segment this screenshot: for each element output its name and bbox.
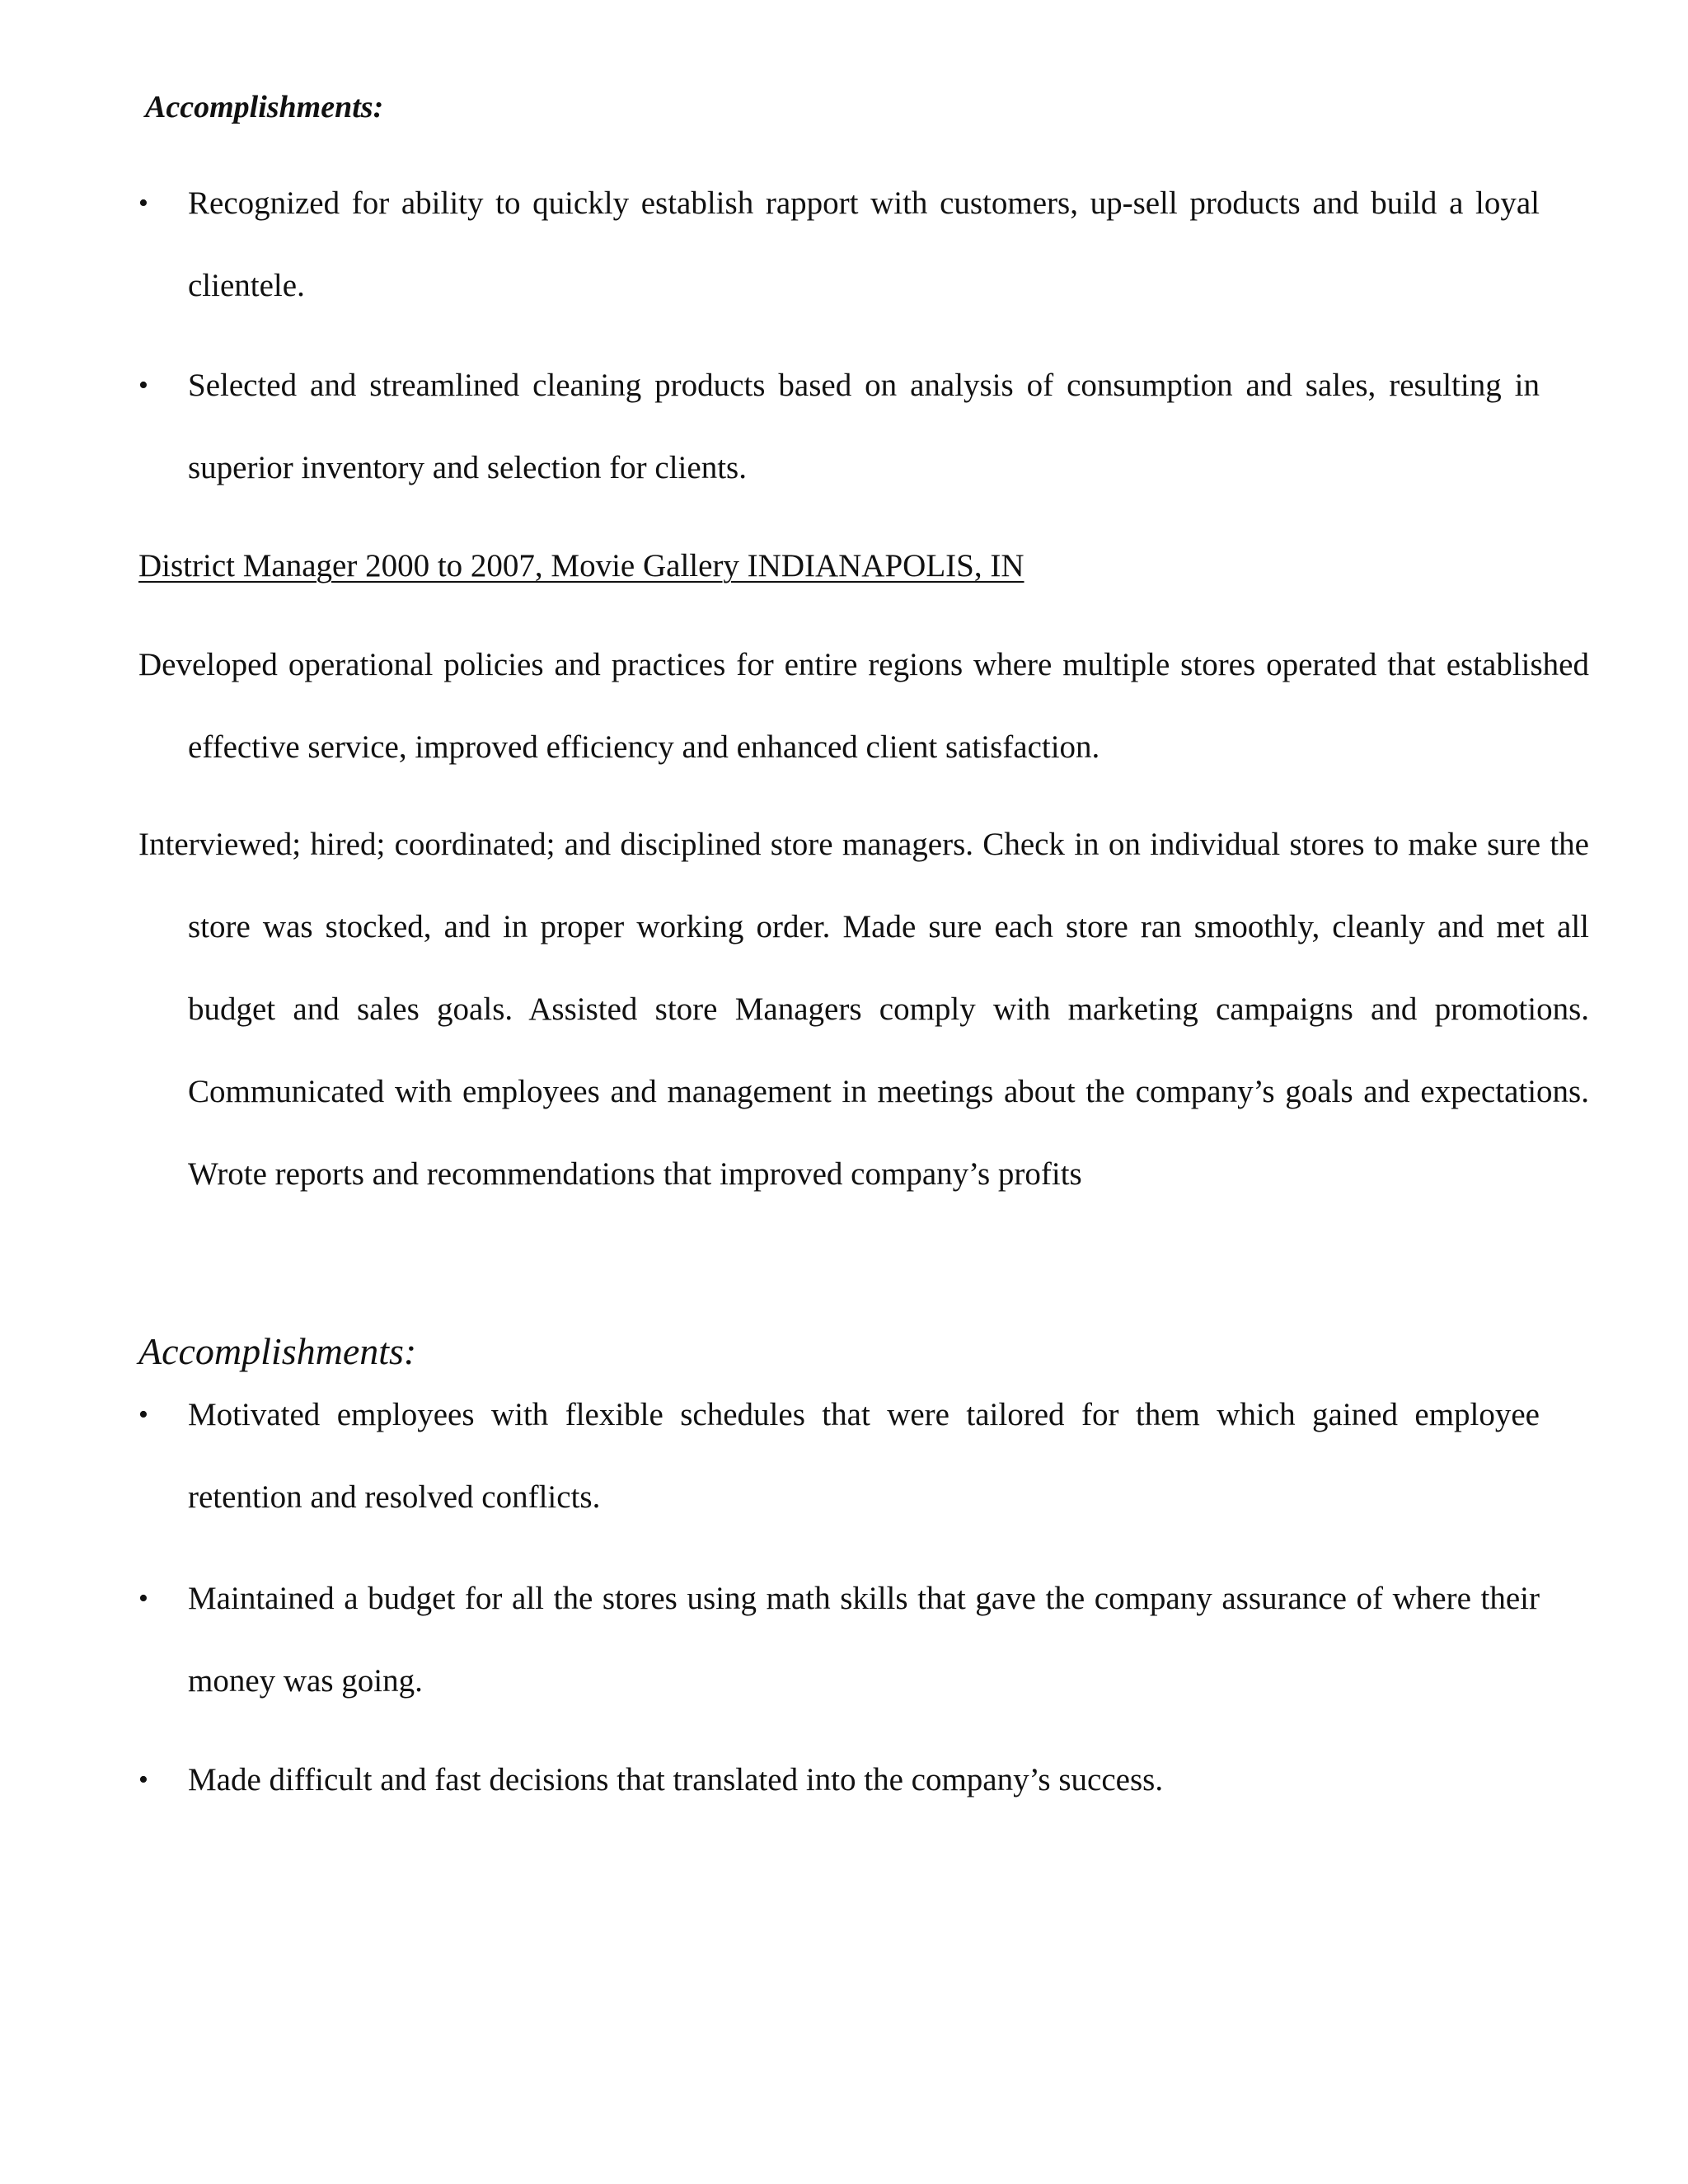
list-item	[138, 1374, 1540, 1539]
bullet-icon: •	[138, 1583, 148, 1614]
bullet-text: Motivated employees with flexible schedules that were tailored for them which gained employee retention and resolved conflicts.	[188, 1397, 1540, 1515]
list-item	[138, 344, 1540, 509]
job-paragraph-2: Interviewed; hired; coordinated; and disciplined store managers. Check in on individual stores to make sure the store was stocked, and in proper working order. Made sure each store ran smoothly, cleanly and met all budget and sales goals. Assisted store Managers comply with marketing campaigns and promotions. Communicated with employees and management in meetings about the company’s goals and expectations. Wrote reports and recommendations that improved company’s profits	[138, 827, 1589, 1192]
job-title: District Manager 2000 to 2007, Movie Gallery INDIANAPOLIS, IN	[138, 548, 1025, 583]
bullet-icon: •	[138, 188, 148, 218]
list-item	[138, 1739, 1540, 1821]
list-item	[138, 162, 1540, 327]
job-paragraph-1: Developed operational policies and practices for entire regions where multiple stores operated that established effective service, improved efficiency and enhanced client satisfaction.	[138, 647, 1589, 765]
bullet-icon: •	[138, 1765, 148, 1795]
accomplishments-heading-1: Accomplishments:	[145, 90, 384, 124]
bullet-text: Made difficult and fast decisions that translated into the company’s success.	[188, 1762, 1164, 1797]
bullet-text: Recognized for ability to quickly establish rapport with customers, up-sell products and build a loyal clientele.	[188, 185, 1540, 303]
bullet-text: Selected and streamlined cleaning products based on analysis of consumption and sales, resulting in superior inventory and selection for clients.	[188, 368, 1540, 485]
list-item	[138, 1558, 1540, 1722]
bullet-icon: •	[138, 370, 148, 401]
accomplishments-heading-2: Accomplishments:	[138, 1330, 417, 1372]
bullet-icon: •	[138, 1399, 148, 1430]
bullet-text: Maintained a budget for all the stores using math skills that gave the company assurance of where their money was going.	[188, 1581, 1540, 1699]
